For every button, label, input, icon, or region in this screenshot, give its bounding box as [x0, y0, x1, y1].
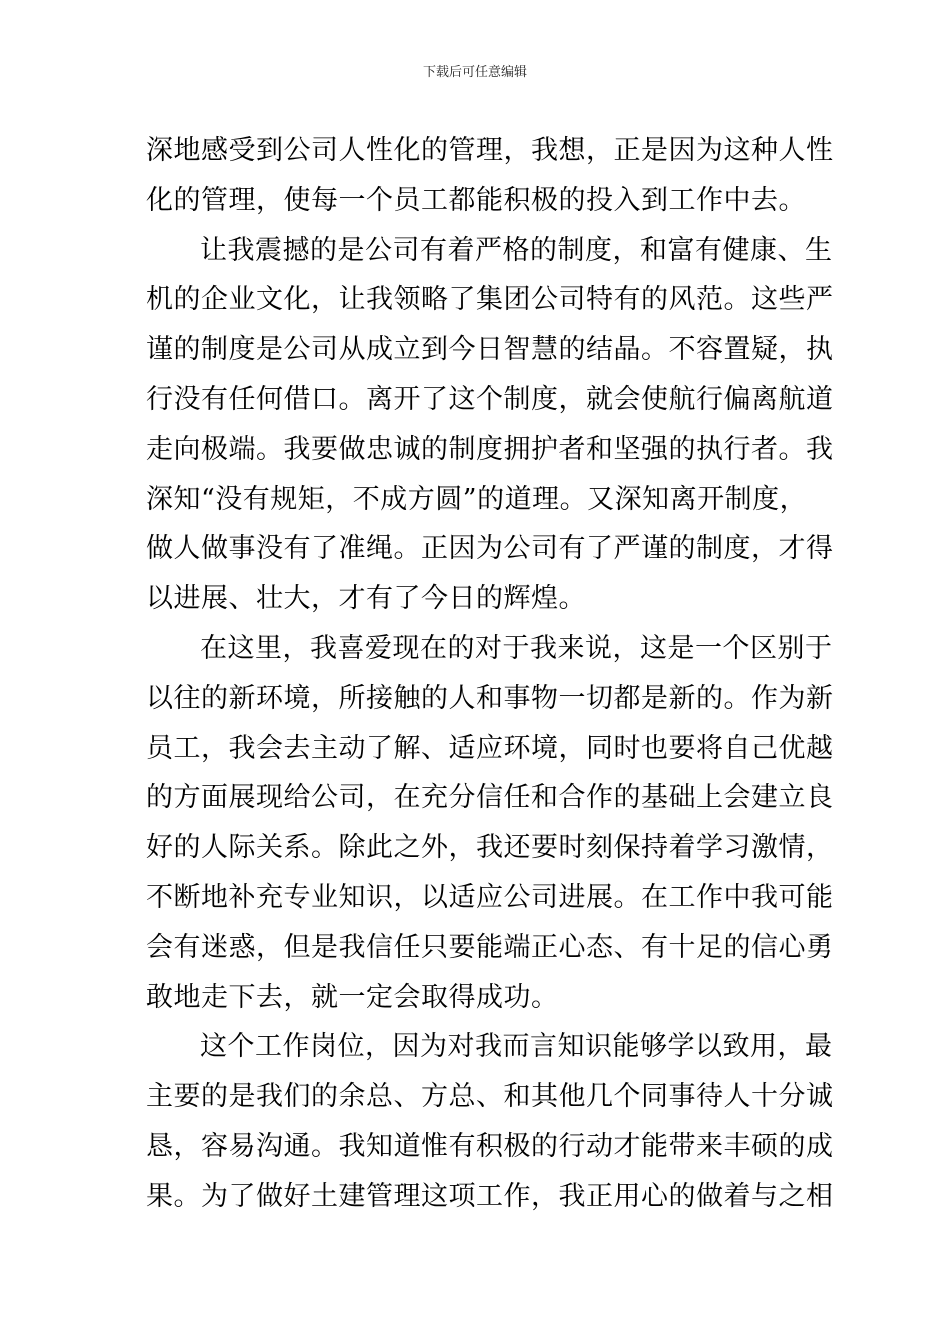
text-line: 员工，我会去主动了解、适应环境，同时也要将自己优越 — [146, 732, 834, 764]
text-line: 谨的制度是公司从成立到今日智慧的结晶。不容置疑，执 — [146, 334, 834, 366]
paragraph-first-line: 这个工作岗位，因为对我而言知识能够学以致用，最 — [200, 1031, 833, 1063]
text-line: 以进展、壮大，才有了今日的辉煌。 — [146, 583, 586, 615]
text-line: 机的企业文化，让我领略了集团公司特有的风范。这些严 — [146, 284, 834, 316]
text-line: 好的人际关系。除此之外，我还要时刻保持着学习激情， — [146, 832, 834, 864]
page-header-note: 下载后可任意编辑 — [422, 65, 527, 80]
text-line: 主要的是我们的余总、方总、和其他几个同事待人十分诚 — [146, 1081, 834, 1113]
text-line: 敢地走下去，就一定会取得成功。 — [146, 981, 559, 1013]
text-line: 果。为了做好土建管理这项工作，我正用心的做着与之相 — [146, 1180, 834, 1212]
paragraph-first-line: 在这里，我喜爱现在的对于我来说，这是一个区别于 — [200, 632, 833, 664]
text-line: 深地感受到公司人性化的管理，我想，正是因为这种人性 — [146, 135, 834, 166]
text-line: 化的管理，使每一个员工都能积极的投入到工作中去。 — [146, 184, 806, 216]
text-line: 会有迷惑，但是我信任只要能端正心态、有十足的信心勇 — [146, 931, 834, 963]
text-line: 的方面展现给公司，在充分信任和合作的基础上会建立良 — [146, 782, 834, 814]
paragraph-first-line: 让我震撼的是公司有着严格的制度，和富有健康、生 — [200, 234, 833, 266]
text-line: 深知“没有规矩，不成方圆”的道理。又深知离开制度， — [146, 483, 808, 515]
text-line: 做人做事没有了准绳。正因为公司有了严谨的制度，才得 — [146, 533, 834, 565]
text-line: 以往的新环境，所接触的人和事物一切都是新的。作为新 — [146, 682, 834, 714]
text-line: 走向极端。我要做忠诚的制度拥护者和坚强的执行者。我 — [146, 433, 834, 465]
document-body — [146, 126, 834, 1222]
text-line: 行没有任何借口。离开了这个制度，就会使航行偏离航道 — [146, 383, 834, 415]
text-line: 不断地补充专业知识，以适应公司进展。在工作中我可能 — [146, 881, 834, 913]
text-line: 恳，容易沟通。我知道惟有积极的行动才能带来丰硕的成 — [146, 1130, 834, 1162]
